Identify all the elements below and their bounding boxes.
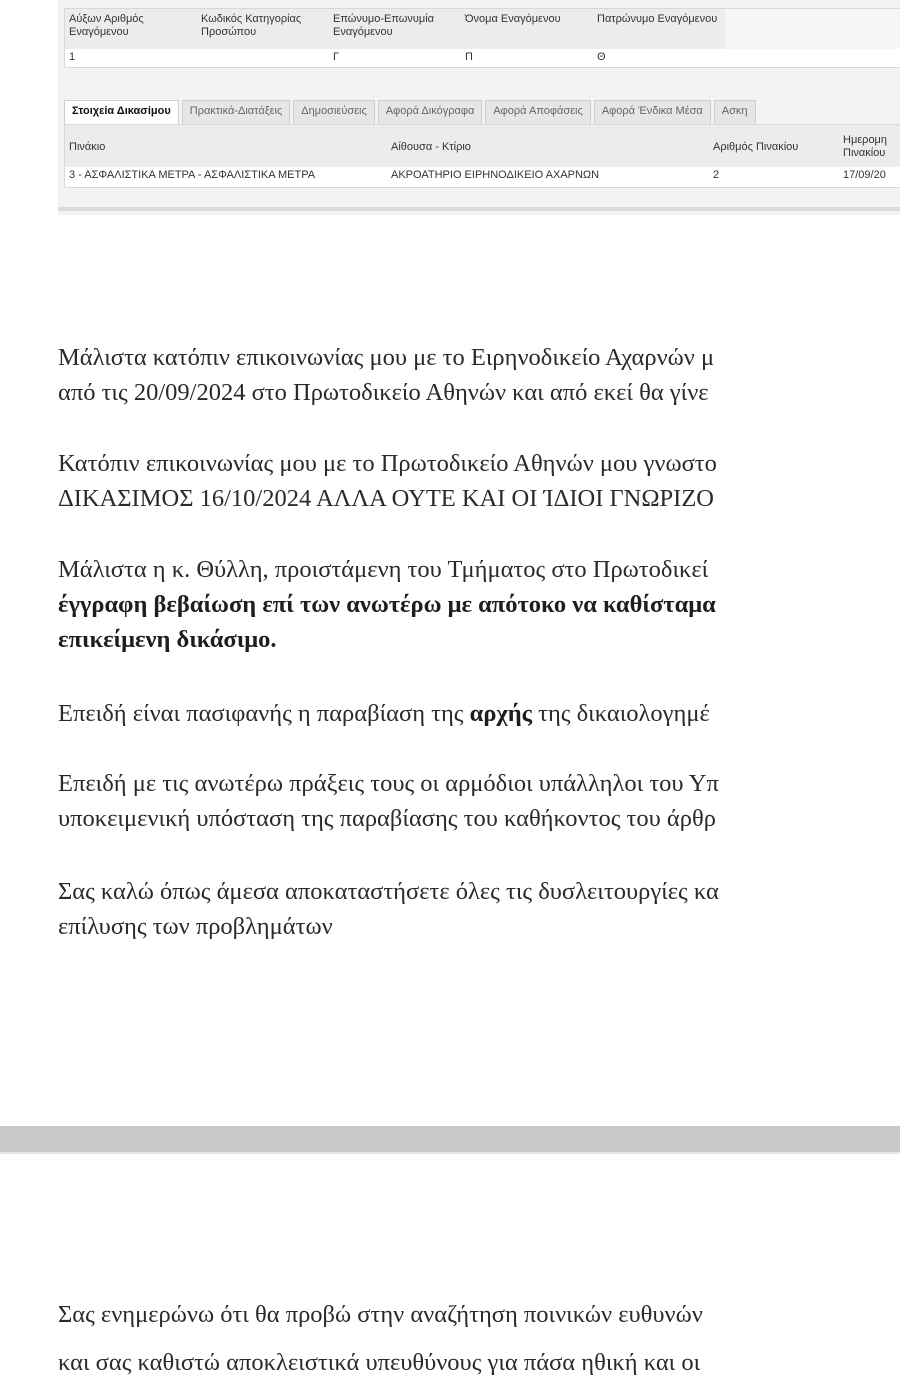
text-line: Μάλιστα η κ. Θύλλη, προιστάμενη του Τμήματος στο Πρωτοδικεί [58,556,709,583]
bold-line [58,587,900,622]
cell-docket: 3 - ΑΣΦΑΛΙΣΤΙΚΑ ΜΕΤΡΑ - ΑΣΦΑΛΙΣΤΙΚΑ ΜΕΤΡΑ [69,169,316,181]
paragraph-3 [58,552,900,657]
hearing-table-header [65,125,900,167]
col-docket-number: Αριθμός Πινακίου [713,140,799,153]
text-line: Μάλιστα κατόπιν επικοινωνίας μου με το Ειρηνοδικείο Αχαρνών μ [58,344,715,371]
text-line: Σας ενημερώνω ότι θα προβώ στην αναζήτηση ποινικών ευθυνών [58,1301,703,1328]
col-docket-date: Ημερομη Πινακίου [843,134,888,159]
tab-pleadings[interactable]: Αφορά Δικόγραφα [378,100,483,125]
text-line [58,696,900,731]
col-first-name: Όνομα Εναγόμενου [465,13,561,25]
col-serial-number: Αύξων Αριθμός Εναγόμενου [69,13,144,38]
tab-decisions[interactable]: Αφορά Αποφάσεις [485,100,590,125]
col-docket: Πινάκιο [69,140,106,153]
page-break-shadow [0,1152,900,1154]
col-category-code: Κωδικός Κατηγορίας Προσώπου [201,13,302,38]
col-empty [725,9,900,49]
accused-table [64,8,900,68]
text-line: ΔΙΚΑΣΙΜΟΣ 16/10/2024 ΑΛΛΑ ΟΥΤΕ ΚΑΙ ΟΙ ΊΔΙΟΙ ΓΝΩΡΙΖΟ [58,485,714,512]
col-surname: Επώνυμο-Επωνυμία Εναγόμενου [333,13,435,38]
paragraph-4 [58,696,900,731]
cell-father-name: Θ [597,51,606,63]
text-line: Επειδή με τις ανωτέρω πράξεις τους οι αρμόδιοι υπάλληλοι του Υπ [58,770,719,797]
paragraph-2 [58,446,900,516]
tab-more[interactable]: Ασκη [714,100,756,125]
tab-minutes[interactable]: Πρακτικά-Διατάξεις [182,100,291,125]
cell-empty [725,49,900,67]
cell-serial: 1 [69,51,76,63]
paragraph-6 [58,874,900,944]
table-row[interactable] [65,167,900,187]
bold-line [58,622,900,657]
table-row[interactable] [65,49,900,67]
cell-docket-date: 17/09/20 [843,169,886,181]
hearing-table [64,124,900,188]
text-line: και σας καθιστώ αποκλειστικά υπευθύνους για πάσα ηθική και οι [58,1349,701,1376]
paragraph-5 [58,766,900,836]
cell-category [197,49,329,67]
paragraph-7 [58,1291,900,1387]
text-line: επίλυσης των προβλημάτων [58,913,333,940]
bold-text: επικείμενη δικάσιμο. [58,626,277,653]
col-father-name: Πατρώνυμο Εναγόμενου [597,13,718,25]
col-courtroom: Αίθουσα - Κτίριο [391,140,471,153]
text-line: Σας καλώ όπως άμεσα αποκαταστήσετε όλες τις δυσλειτουργίες κα [58,878,719,905]
paragraph-1 [58,340,900,410]
court-system-screenshot [58,0,900,215]
tab-appeals[interactable]: Αφορά Ένδικα Μέσα [594,100,711,125]
accused-table-header [65,9,900,49]
text-segment: Επειδή είναι πασιφανής η παραβίαση της [58,700,470,727]
tab-publications[interactable]: Δημοσιεύσεις [293,100,375,125]
cell-courtroom: ΑΚΡΟΑΤΗΡΙΟ ΕΙΡΗΝΟΔΙΚΕΙΟ ΑΧΑΡΝΩΝ [391,169,600,181]
cell-first-name: Π [465,51,473,63]
cell-docket-number: 2 [713,169,720,181]
bold-text: έγγραφη βεβαίωση επί των ανωτέρω με απότοκο να καθίσταμα [58,591,716,618]
tab-hearing-details[interactable]: Στοιχεία Δικασίμου [64,100,179,125]
record-tabs [64,100,759,125]
cell-surname: Γ [333,51,340,63]
text-segment: της δικαιολογημέ [532,700,710,727]
text-line: υποκειμενική υπόσταση της παραβίασης του καθήκοντος του άρθρ [58,805,716,832]
text-line: Κατόπιν επικοινωνίας μου με το Πρωτοδικείο Αθηνών μου γνωστο [58,450,717,477]
text-line: από τις 20/09/2024 στο Πρωτοδικείο Αθηνών και από εκεί θα γίνε [58,379,709,406]
bold-text: αρχής [469,700,532,727]
page-break-bar [0,1126,900,1152]
screenshot-bottom-edge [58,207,900,211]
